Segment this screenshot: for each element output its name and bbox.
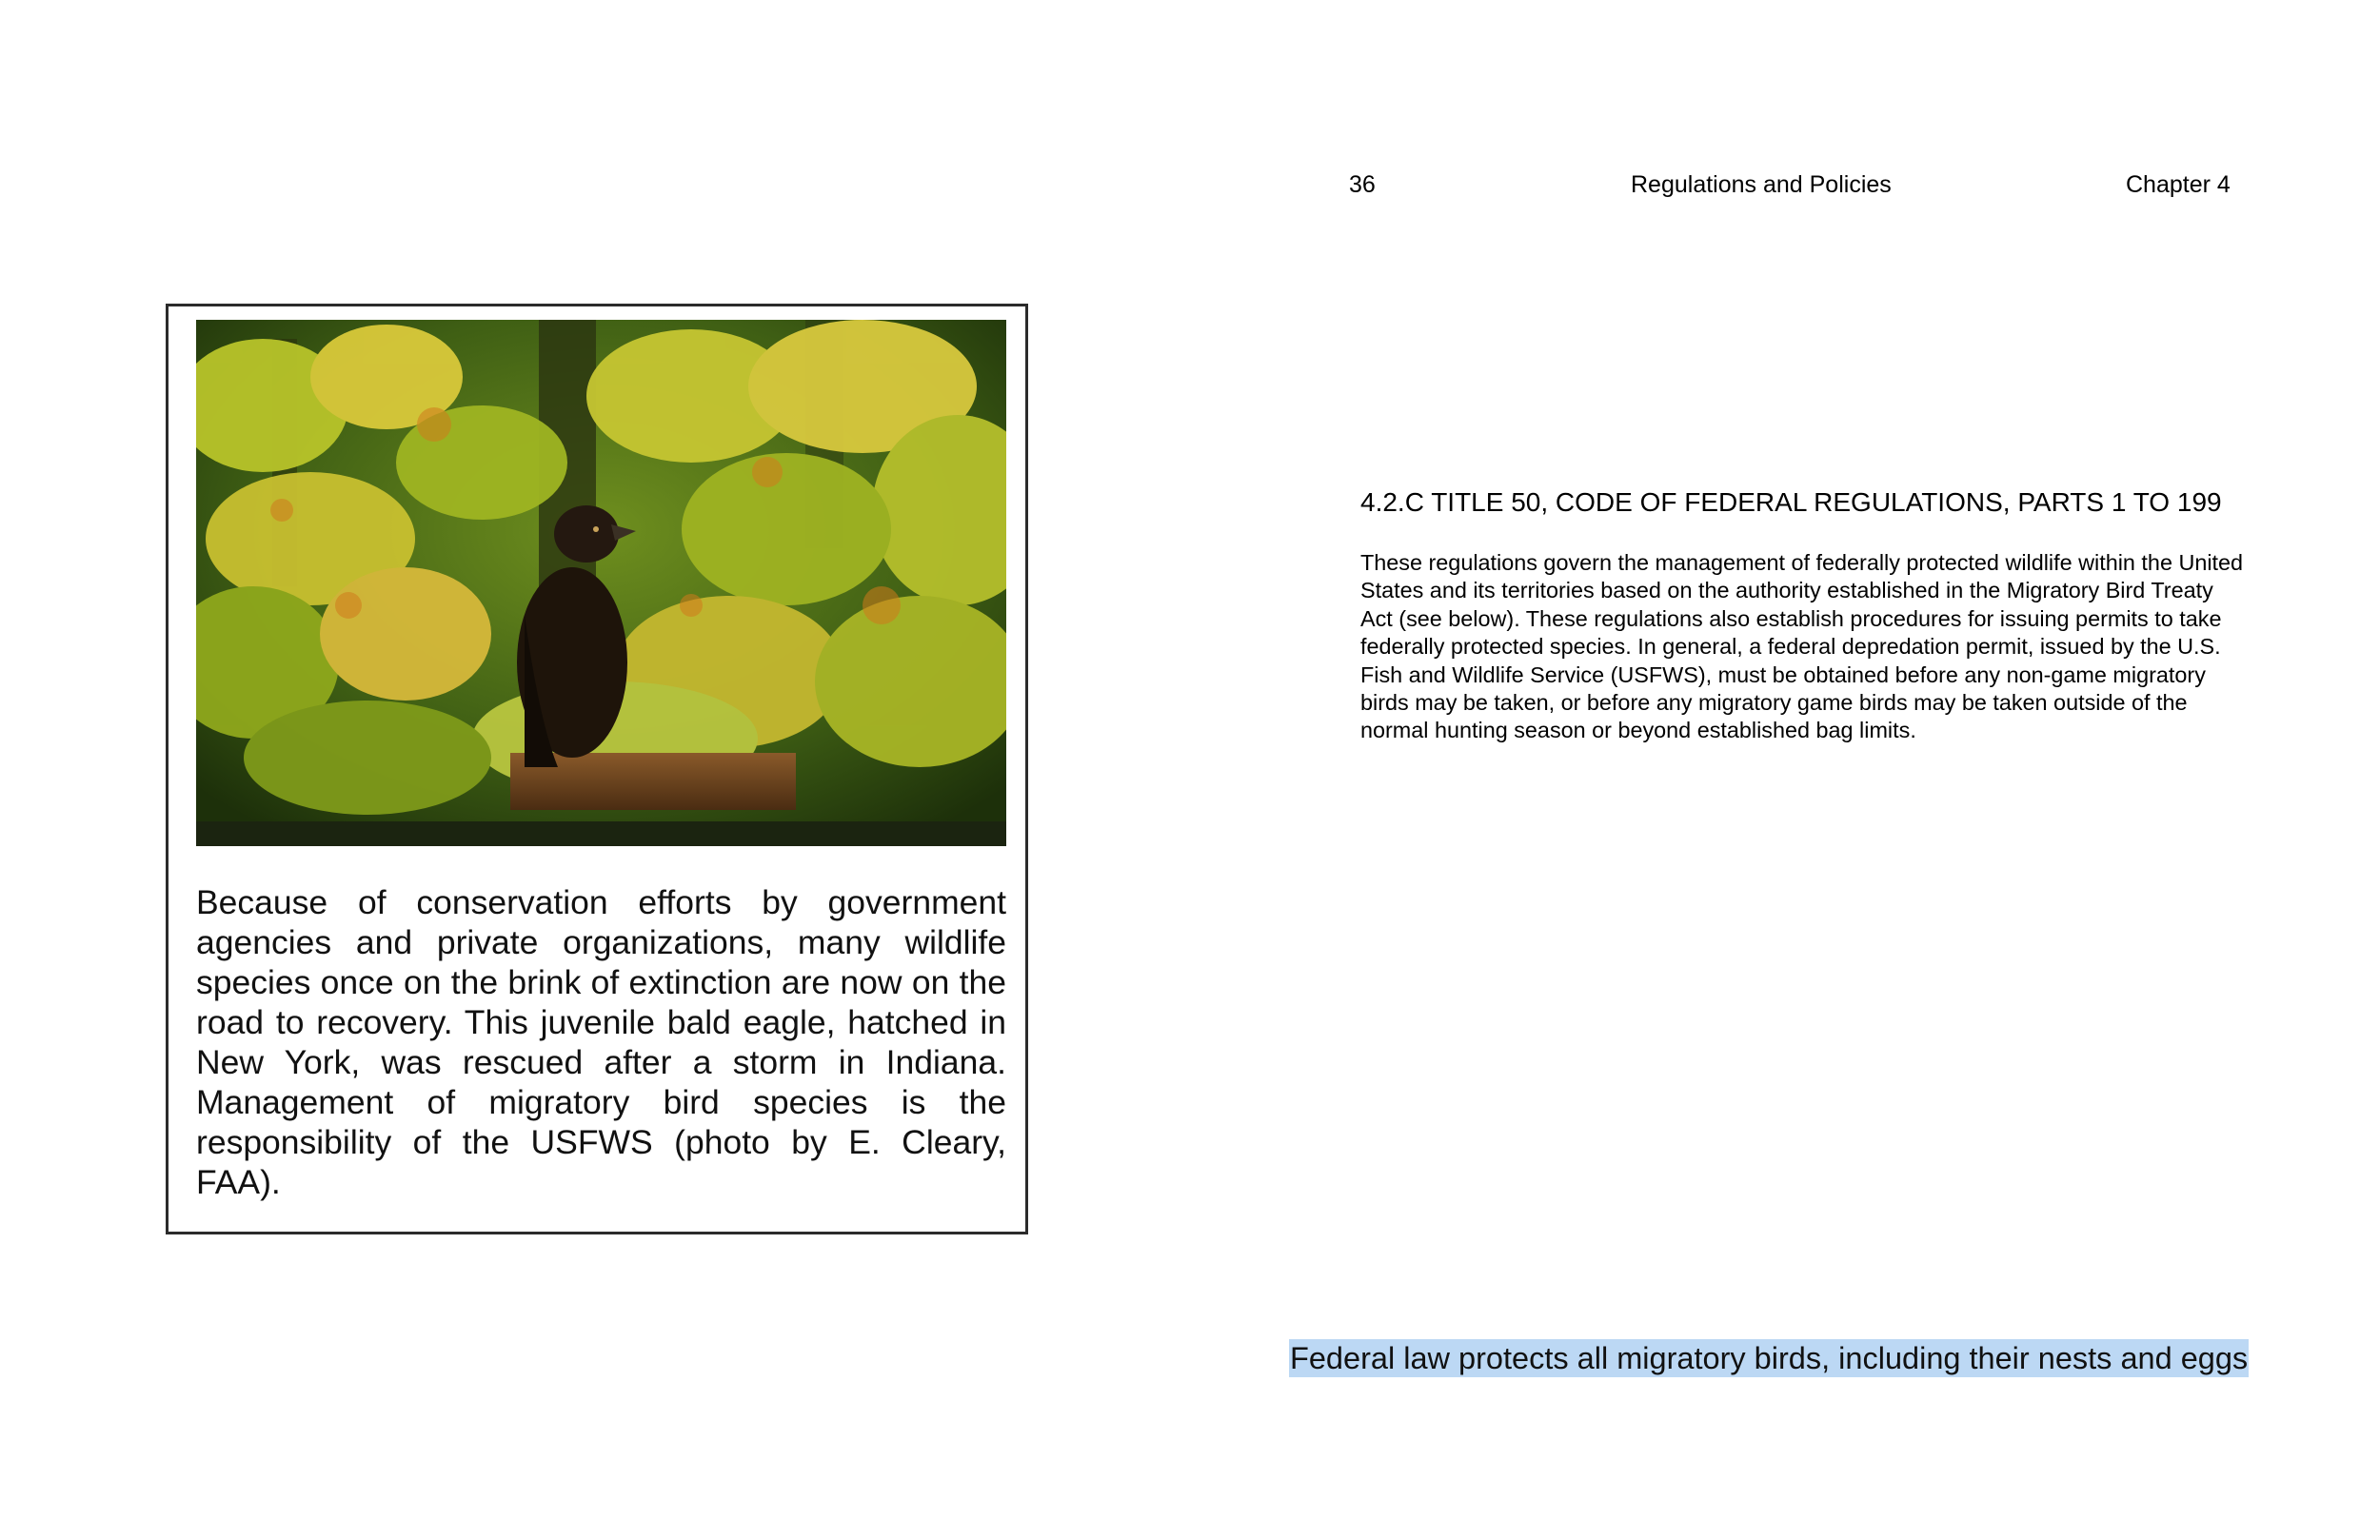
chapter-label: Chapter 4: [2126, 171, 2231, 198]
section-heading: 4.2.C TITLE 50, CODE OF FEDERAL REGULATIONS, PARTS 1 TO 199: [1360, 487, 2222, 517]
page-number: 36: [1349, 171, 1376, 198]
section-body: These regulations govern the management of federally protected wildlife within the United States and its territories based on the authority established in the Migratory Bird Treaty Act (see below). These regulations also establish procedures for issuing permits to take federally protected species. In general, a federal depredation permit, issued by the U.S. Fish and Wildlife Service (USFWS), must be obtained before any non-game migratory birds may be taken, or before any migratory game birds may be taken outside of the normal hunting season or beyond established bag limits.: [1360, 550, 2244, 743]
eagle-photo: [196, 320, 1006, 846]
figure-box: [166, 304, 1028, 1234]
highlighted-pull-quote: Federal law protects all migratory birds, including their nests and eggs: [1290, 1341, 2249, 1375]
figure-caption: Because of conservation efforts by government agencies and private organizations, many wildlife species once on the brink of extinction are now on the road to recovery. This juvenile bald eagle, hatched in New York, was rescued after a storm in Indiana. Management of migratory bird species is the responsibility of the USFWS (photo by E. Cleary, FAA).: [196, 883, 1006, 1201]
running-title: Regulations and Policies: [1631, 171, 1892, 198]
